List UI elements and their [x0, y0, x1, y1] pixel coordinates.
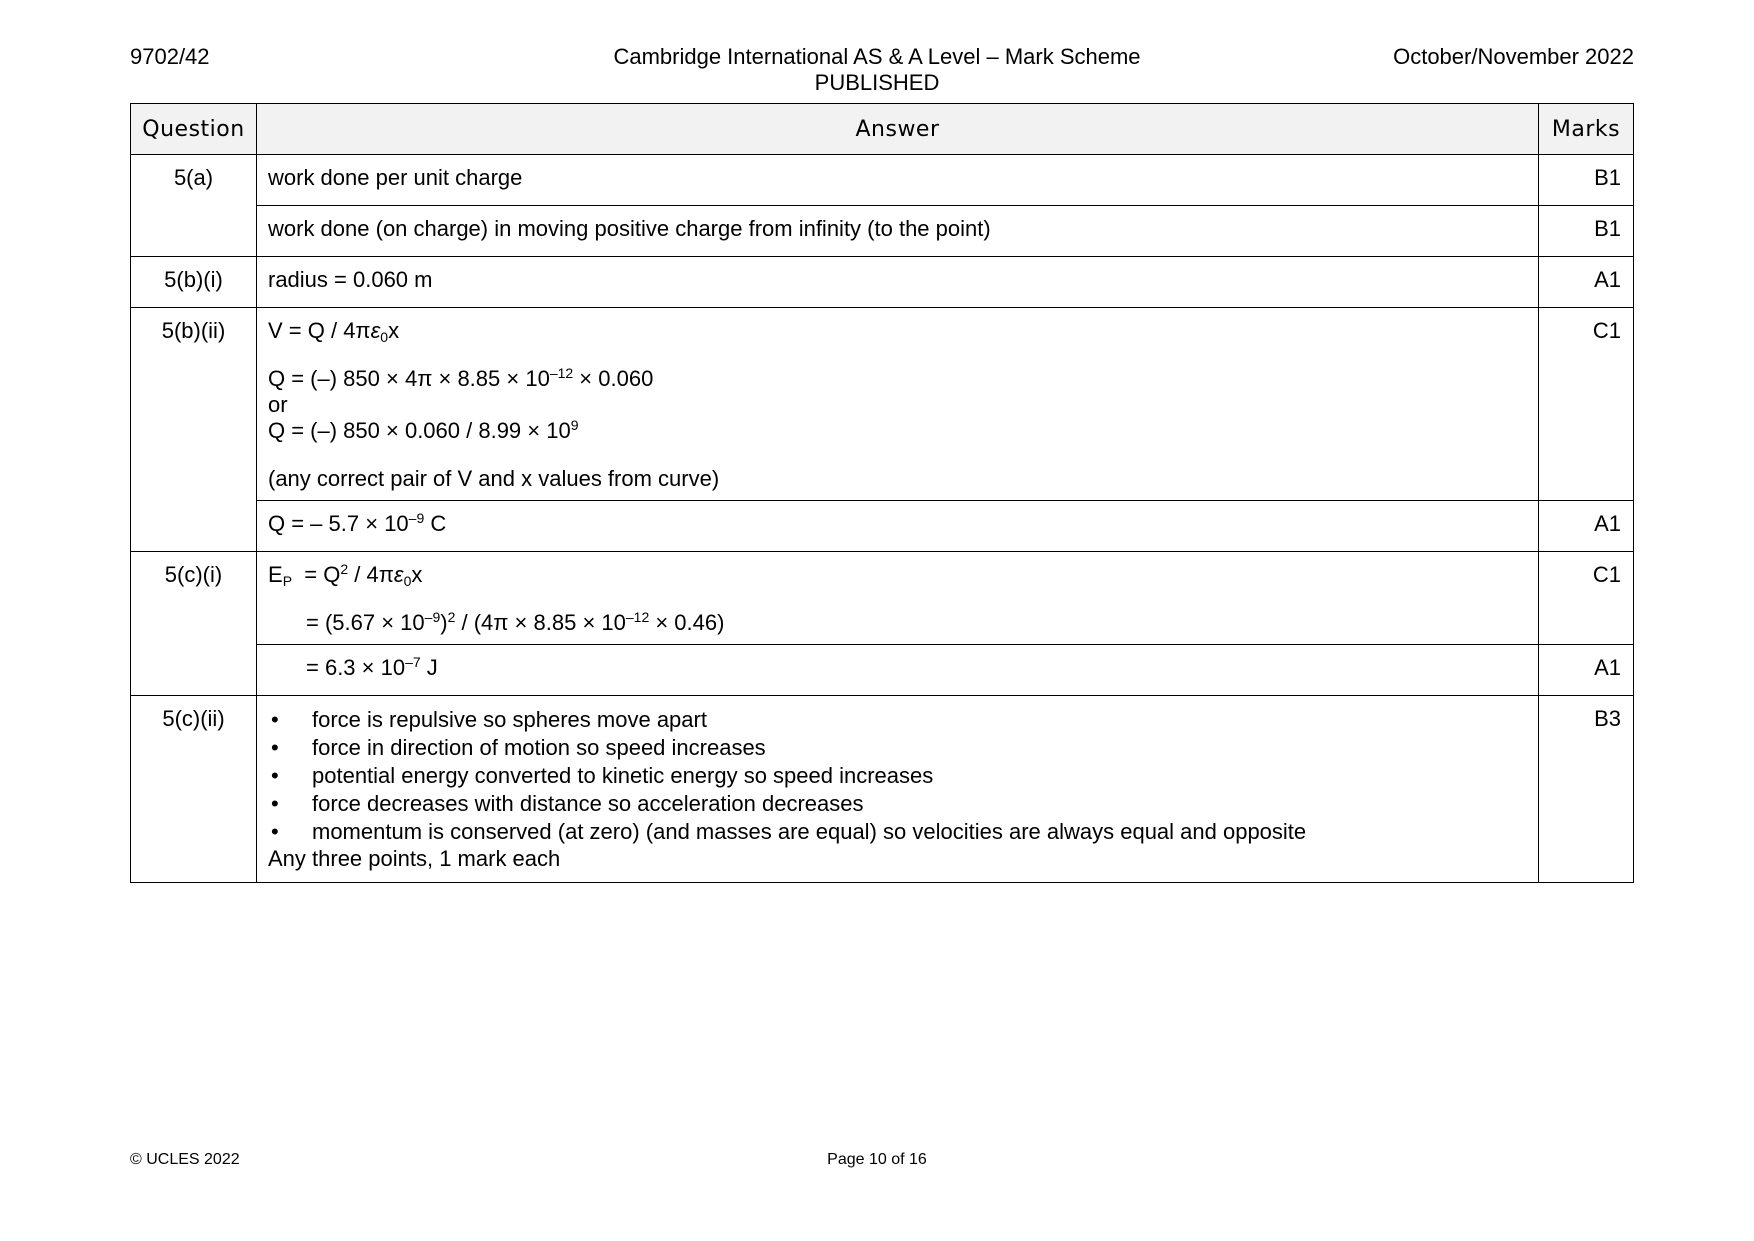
spacer [268, 344, 1528, 366]
answer-cell [257, 308, 1539, 501]
marking-points-list [268, 706, 1528, 846]
answer-cell: work done per unit charge [257, 155, 1539, 206]
spacer [268, 444, 1528, 466]
marks-cell: B1 [1539, 155, 1634, 206]
table-row [131, 206, 1634, 257]
answer-cell [257, 552, 1539, 645]
table-row [131, 257, 1634, 308]
table-row [131, 308, 1634, 501]
answer-cell: radius = 0.060 m [257, 257, 1539, 308]
status-text: PUBLISHED [814, 70, 940, 95]
bullet-icon: • [271, 707, 279, 732]
bullet-icon: • [271, 819, 279, 844]
marks-cell: C1 [1539, 552, 1634, 645]
bullet-icon: • [271, 763, 279, 788]
table-row [131, 696, 1634, 883]
marks-cell: A1 [1539, 257, 1634, 308]
paper-code: 9702/42 [130, 44, 210, 69]
marks-cell: A1 [1539, 645, 1634, 696]
copyright-notice: © UCLES 2022 [130, 1151, 240, 1168]
table-row [131, 552, 1634, 645]
equation-line: = $(5.67 \times 10^{-9})^2 / (4\pi \times 8.85 \times 10^{-12} \times 0.46)$ [306, 609, 725, 635]
bullet-icon: • [271, 735, 279, 760]
marks-cell: B3 [1539, 696, 1634, 883]
answer-cell: work done (on charge) in moving positive charge from infinity (to the point) [257, 206, 1539, 257]
column-header-marks: Marks [1539, 104, 1634, 155]
column-header-answer: Answer [257, 104, 1539, 155]
equation-line: $E_P = Q^2 / 4\pi\varepsilon_0x$ [268, 561, 423, 589]
answer-cell: Q = – $5.7 \times 10^{-9}$ C [257, 501, 1539, 552]
mark-scheme-table [130, 103, 1634, 883]
list-item: • force in direction of motion so speed increases [271, 735, 766, 760]
list-item: • force is repulsive so spheres move apart [271, 707, 707, 732]
page-number: Page 10 of 16 [827, 1151, 927, 1168]
question-number: 5(b)(ii) [131, 308, 257, 552]
marking-note: Any three points, 1 mark each [268, 846, 561, 871]
marks-cell: B1 [1539, 206, 1634, 257]
list-item: • potential energy converted to kinetic energy so speed increases [271, 763, 934, 788]
exam-session: October/November 2022 [1393, 44, 1634, 69]
equation-line: $V = Q / 4\pi\varepsilon_0x$ [268, 318, 400, 345]
answer-cell [257, 696, 1539, 883]
text-line: (any correct pair of V and x values from curve) [268, 466, 720, 491]
table-row [131, 645, 1634, 696]
equation-line: = $6.3 \times 10^{-7}$ J [306, 654, 438, 680]
marks-cell: C1 [1539, 308, 1634, 501]
question-number: 5(c)(ii) [131, 696, 257, 883]
spacer [268, 588, 1528, 610]
table-header-row [131, 104, 1634, 155]
equation-line: Q = (–) $850 \times 4\pi \times 8.85 \times 10^{-12} \times 0.060$ [268, 365, 654, 391]
table-row [131, 155, 1634, 206]
table-row [131, 501, 1634, 552]
marks-cell: A1 [1539, 501, 1634, 552]
list-item: • force decreases with distance so acceleration decreases [271, 791, 864, 816]
list-item: • momentum is conserved (at zero) (and masses are equal) so velocities are always equal and opposite [271, 819, 1307, 844]
bullet-icon: • [271, 791, 279, 816]
question-number: 5(c)(i) [131, 552, 257, 696]
column-header-question: Question [131, 104, 257, 155]
question-number: 5(b)(i) [131, 257, 257, 308]
text-line: or [268, 392, 288, 417]
answer-cell [257, 645, 1539, 696]
equation-line: Q = (–) $850 \times 0.060 / 8.99 \times 10^9$ [268, 417, 579, 443]
question-number: 5(a) [131, 155, 257, 257]
title-text: Cambridge International AS & A Level – Mark Scheme [613, 44, 1141, 69]
